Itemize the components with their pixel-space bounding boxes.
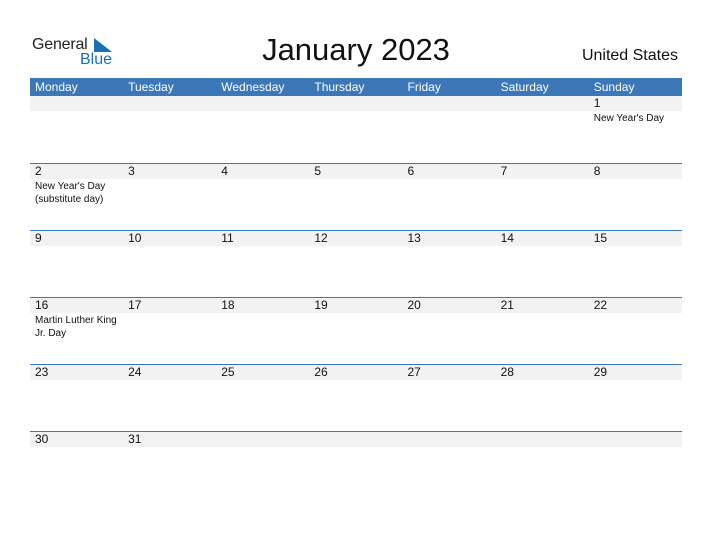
- day-cell: [30, 164, 123, 230]
- day-number: 14: [500, 231, 514, 245]
- day-cell: [30, 432, 123, 498]
- week-row: [30, 364, 682, 431]
- day-number: 21: [500, 298, 514, 312]
- day-cell: [216, 231, 309, 297]
- day-cell: [403, 298, 496, 364]
- day-number: 26: [314, 365, 328, 379]
- day-cell: [30, 96, 123, 162]
- calendar-grid: [30, 78, 682, 461]
- day-number: [501, 96, 589, 111]
- day-number: 29: [593, 365, 608, 379]
- day-number: 2: [35, 164, 42, 178]
- day-number: [314, 96, 402, 111]
- day-cell: [309, 365, 402, 431]
- day-cell: [589, 231, 682, 297]
- day-cell: [123, 365, 216, 431]
- day-cell: [30, 231, 123, 297]
- day-cell: [589, 298, 682, 364]
- day-cell: [309, 96, 402, 162]
- day-cell: [216, 432, 309, 498]
- day-number: 23: [35, 365, 49, 379]
- day-number: 15: [593, 231, 608, 245]
- weeks-container: [30, 96, 682, 461]
- day-number: [314, 432, 402, 447]
- day-number: [221, 96, 309, 111]
- day-cell: [589, 365, 682, 431]
- week-row: [30, 230, 682, 297]
- weekday-friday: Friday: [407, 80, 441, 94]
- day-cell: [30, 365, 123, 431]
- day-number: 9: [35, 231, 42, 245]
- holiday-label: New Year's Day: [593, 113, 665, 124]
- day-cell: [123, 96, 216, 162]
- country-label: United States: [581, 47, 678, 64]
- day-cell: [123, 231, 216, 297]
- day-number: 19: [314, 298, 328, 312]
- day-cell: [30, 298, 123, 364]
- weekday-monday: Monday: [35, 80, 78, 94]
- week-days: [30, 164, 682, 230]
- day-cell: [496, 365, 589, 431]
- day-number: 18: [221, 298, 235, 312]
- week-row: [30, 96, 682, 163]
- day-cell: [403, 432, 496, 498]
- day-number: 1: [593, 96, 601, 110]
- day-number: 25: [221, 365, 235, 379]
- week-row: [30, 297, 682, 364]
- day-number: [35, 96, 123, 111]
- day-number: 13: [407, 231, 421, 245]
- week-days: [30, 365, 682, 431]
- week-days: [30, 298, 682, 364]
- day-cell: [216, 96, 309, 162]
- day-number: 7: [500, 164, 508, 178]
- day-cell: [496, 164, 589, 230]
- day-number: 8: [593, 164, 601, 178]
- week-days: [30, 96, 682, 162]
- week-days: [30, 231, 682, 297]
- day-number: [594, 432, 682, 447]
- day-cell: [403, 96, 496, 162]
- day-cell: [496, 432, 589, 498]
- day-number: 10: [128, 231, 142, 245]
- day-number: [501, 432, 589, 447]
- day-number: 4: [221, 164, 228, 178]
- day-cell: [403, 365, 496, 431]
- calendar-title: January 2023: [262, 32, 450, 67]
- weekday-tuesday: Tuesday: [128, 80, 174, 94]
- day-number: 24: [128, 365, 142, 379]
- logo-blue-text: Blue: [80, 51, 113, 68]
- weekday-header-row: [30, 78, 682, 96]
- day-cell: [309, 298, 402, 364]
- week-row: [30, 431, 682, 461]
- day-number: 27: [407, 365, 421, 379]
- day-number: 16: [35, 298, 49, 312]
- day-cell: [403, 231, 496, 297]
- day-cell: [309, 432, 402, 498]
- day-number: 31: [128, 432, 142, 446]
- day-number: 20: [407, 298, 421, 312]
- day-number: [408, 96, 496, 111]
- day-number: 17: [128, 298, 142, 312]
- day-cell: [216, 164, 309, 230]
- day-cell: [309, 164, 402, 230]
- day-cell: [496, 96, 589, 162]
- day-cell: [496, 231, 589, 297]
- day-number: 12: [314, 231, 328, 245]
- day-cell: [496, 298, 589, 364]
- holiday-label: New Year's Day (substitute day): [35, 181, 106, 205]
- day-cell: [123, 298, 216, 364]
- week-days: [30, 432, 682, 498]
- day-cell: [589, 432, 682, 498]
- day-number: 22: [593, 298, 608, 312]
- day-number: 3: [128, 164, 135, 178]
- day-cell: [589, 164, 682, 230]
- day-number: 5: [314, 164, 322, 178]
- day-number: 30: [35, 432, 49, 446]
- holiday-label: Martin Luther King Jr. Day: [35, 315, 117, 339]
- day-number: [221, 432, 309, 447]
- day-cell: [216, 298, 309, 364]
- day-cell: [309, 231, 402, 297]
- day-number: [408, 432, 496, 447]
- day-number: [128, 96, 216, 111]
- weekday-sunday: Sunday: [593, 80, 635, 94]
- week-row: [30, 163, 682, 230]
- logo-general-text: General: [32, 36, 88, 53]
- day-cell: [403, 164, 496, 230]
- day-cell: [123, 432, 216, 498]
- day-cell: [589, 96, 682, 162]
- day-number: 28: [500, 365, 514, 379]
- day-cell: [123, 164, 216, 230]
- day-number: 6: [407, 164, 415, 178]
- weekday-wednesday: Wednesday: [221, 80, 285, 94]
- weekday-thursday: Thursday: [314, 80, 365, 94]
- weekday-saturday: Saturday: [500, 80, 549, 94]
- day-cell: [216, 365, 309, 431]
- day-number: 11: [221, 231, 234, 245]
